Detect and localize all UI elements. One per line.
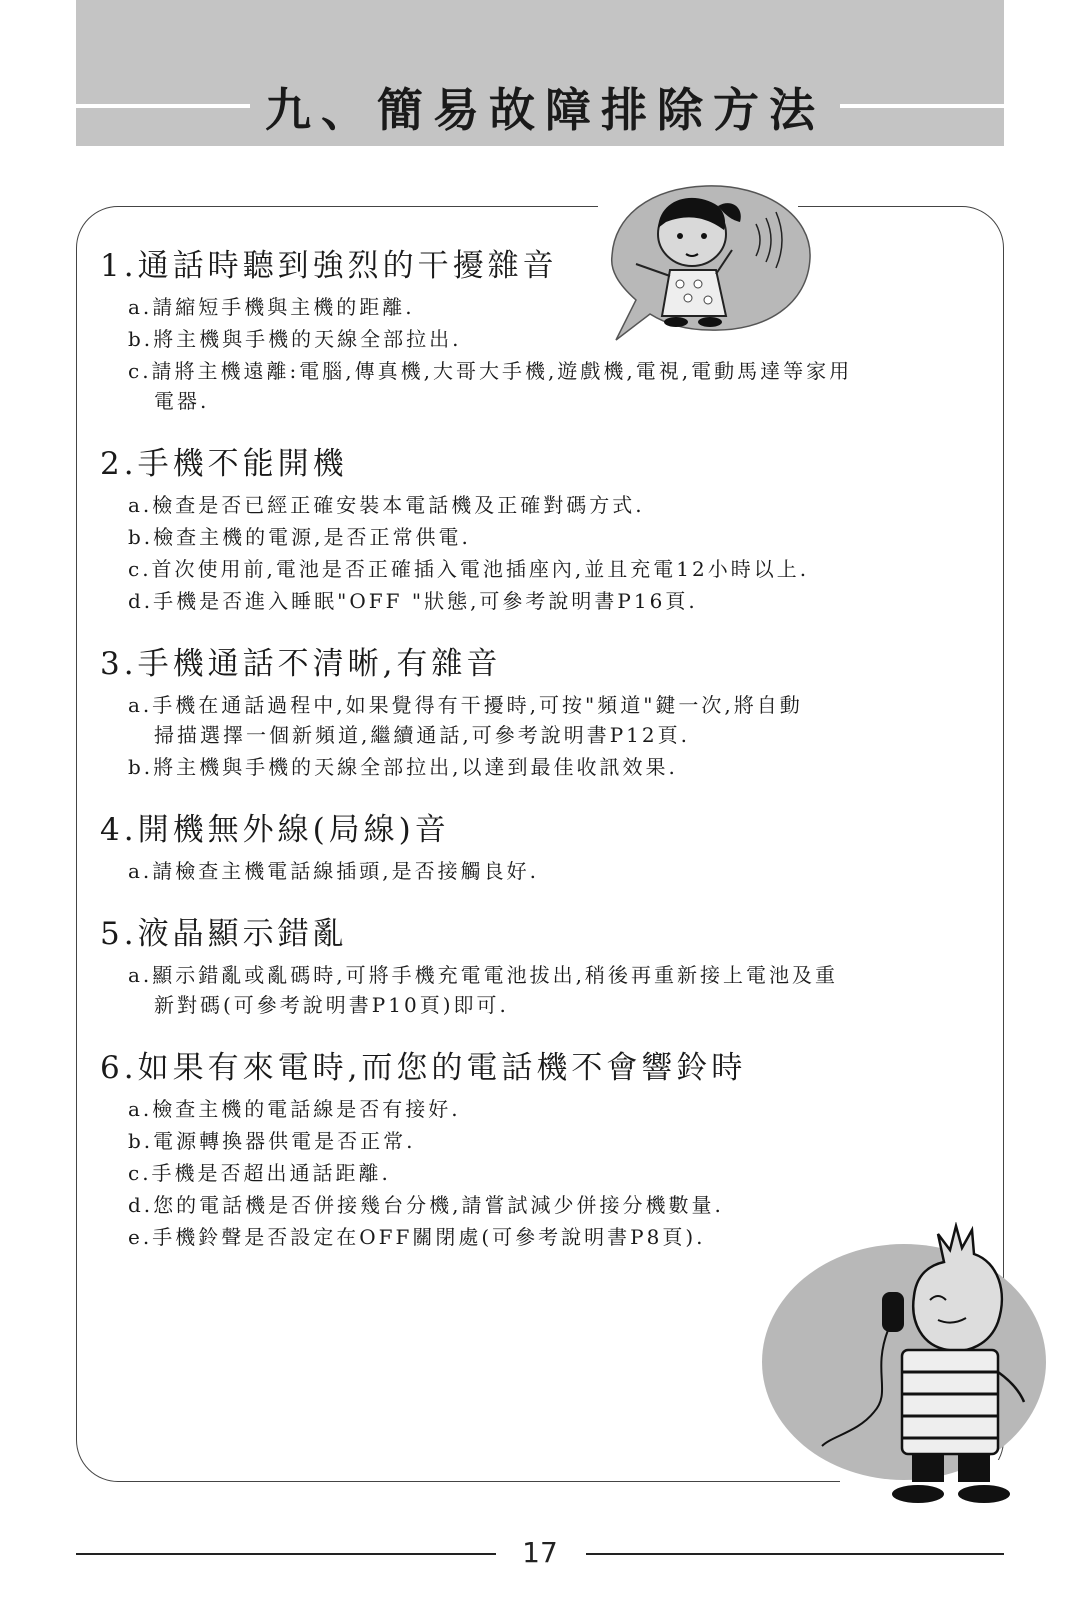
footer-rule-left bbox=[76, 1553, 496, 1555]
list-item bbox=[128, 292, 940, 322]
list-item bbox=[128, 586, 940, 616]
item-text: e.手機鈴聲是否設定在OFF關閉處(可參考說明書P8頁). bbox=[128, 1225, 706, 1249]
boy-on-phone-illustration bbox=[762, 1222, 1062, 1512]
page-title: 九、簡易故障排除方法 bbox=[250, 78, 840, 142]
list-item bbox=[128, 1094, 940, 1124]
item-text: a.請檢查主機電話線插頭,是否接觸良好. bbox=[128, 859, 539, 883]
item-text: a.手機在通話過程中,如果覺得有干擾時,可按"頻道"鍵一次,將自動 bbox=[128, 693, 803, 717]
header-rule-right bbox=[830, 104, 1004, 108]
item-text: c.手機是否超出通話距離. bbox=[128, 1161, 391, 1185]
footer-rule-right bbox=[586, 1553, 1004, 1555]
section-title: 5.液晶顯示錯亂 bbox=[100, 916, 348, 952]
item-text: d.手機是否進入睡眠"OFF "狀態,可參考說明書P16頁. bbox=[128, 589, 698, 613]
section-5 bbox=[100, 912, 940, 1020]
section-title: 3.手機通話不清晰,有雜音 bbox=[100, 646, 502, 682]
item-text: a.檢查主機的電話線是否有接好. bbox=[128, 1097, 461, 1121]
item-text: b.將主機與手機的天線全部拉出,以達到最佳收訊效果. bbox=[128, 755, 678, 779]
list-item bbox=[128, 324, 940, 354]
header-rule-left bbox=[76, 104, 256, 108]
list-item bbox=[128, 522, 940, 552]
section-2 bbox=[100, 442, 940, 616]
list-item bbox=[128, 1158, 940, 1188]
list-item bbox=[128, 1190, 940, 1220]
list-item bbox=[128, 690, 940, 750]
item-text: b.將主機與手機的天線全部拉出. bbox=[128, 327, 462, 351]
section-1 bbox=[100, 244, 940, 416]
item-text: c.請將主機遠離:電腦,傳真機,大哥大手機,遊戲機,電視,電動馬達等家用 bbox=[128, 359, 853, 383]
section-4 bbox=[100, 808, 940, 886]
list-item bbox=[128, 1126, 940, 1156]
section-3 bbox=[100, 642, 940, 782]
list-item bbox=[128, 356, 940, 416]
item-text: c.首次使用前,電池是否正確插入電池插座內,並且充電12小時以上. bbox=[128, 557, 810, 581]
item-text: a.請縮短手機與主機的距離. bbox=[128, 295, 415, 319]
item-text-continued: 掃描選擇一個新頻道,繼續通話,可參考說明書P12頁. bbox=[154, 723, 690, 747]
section-title: 6.如果有來電時,而您的電話機不會響鈴時 bbox=[100, 1050, 747, 1086]
item-text: b.電源轉換器供電是否正常. bbox=[128, 1129, 416, 1153]
item-text-continued: 新對碼(可參考說明書P10頁)即可. bbox=[154, 993, 509, 1017]
item-text: a.顯示錯亂或亂碼時,可將手機充電電池拔出,稍後再重新接上電池及重 bbox=[128, 963, 838, 987]
list-item bbox=[128, 752, 940, 782]
section-title: 1.通話時聽到強烈的干擾雜音 bbox=[100, 248, 558, 284]
section-title: 2.手機不能開機 bbox=[100, 446, 348, 482]
item-text-continued: 電器. bbox=[154, 389, 210, 413]
item-text: d.您的電話機是否併接幾台分機,請嘗試減少併接分機數量. bbox=[128, 1193, 724, 1217]
list-item bbox=[128, 960, 940, 1020]
troubleshooting-list bbox=[100, 244, 940, 1278]
section-title: 4.開機無外線(局線)音 bbox=[100, 812, 450, 848]
item-text: a.檢查是否已經正確安裝本電話機及正確對碼方式. bbox=[128, 493, 645, 517]
list-item bbox=[128, 554, 940, 584]
list-item bbox=[128, 856, 940, 886]
list-item bbox=[128, 490, 940, 520]
page-number: 17 bbox=[522, 1536, 558, 1569]
item-text: b.檢查主機的電源,是否正常供電. bbox=[128, 525, 471, 549]
